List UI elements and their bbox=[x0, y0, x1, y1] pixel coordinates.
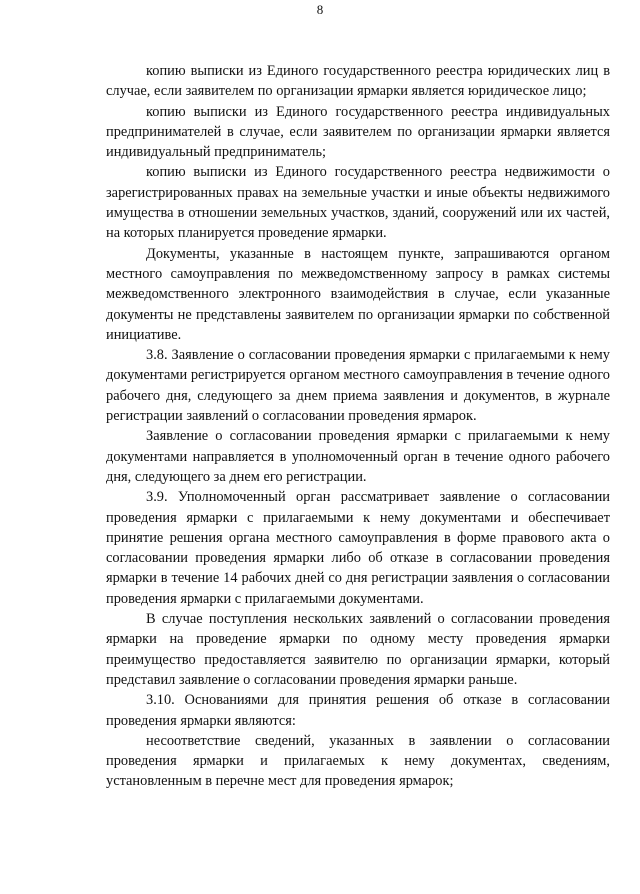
page-number: 8 bbox=[316, 2, 324, 17]
paragraph-3: копию выписки из Единого государственного реестра недвижимости о зарегистрированных правах на земельные участки и иные объекты недвижимого имущества в отношении земельных участков, зданий, сооружений или их частей, на которых планируется проведение ярмарки. bbox=[106, 164, 610, 242]
paragraph-1: копию выписки из Единого государственного реестра юридических лиц в случае, если заявителем по организации ярмарки является юридическое лицо; bbox=[106, 63, 610, 100]
paragraph-8: В случае поступления нескольких заявлений о согласовании проведения ярмарки на проведение ярмарки по одному месту проведения ярмарки преимущество предоставляется заявителю по организации ярмарки, который представил заявление о согласовании проведения ярмарки раньше. bbox=[106, 611, 610, 688]
paragraph-2: копию выписки из Единого государственного реестра индивидуальных предпринимателей в случае, если заявителем по организации ярмарки является индивидуальный предприниматель; bbox=[106, 103, 610, 161]
paragraph-5: 3.8. Заявление о согласовании проведения ярмарки с прилагаемыми к нему документами регистрируется органом местного самоуправления в течение одного рабочего дня, следующего за днем приема заявления и документов, в журнале регистрации заявлений о согласовании проведения ярмарок. bbox=[106, 347, 610, 425]
document-body bbox=[106, 61, 610, 792]
paragraph-4: Документы, указанные в настоящем пункте, запрашиваются органом местного самоуправления по межведомственному запросу в рамках системы межведомственного электронного взаимодействия в случае, если указанные документы не представлены заявителем по организации ярмарки по собственной инициативе. bbox=[106, 245, 610, 343]
paragraph-9: 3.10. Основаниями для принятия решения об отказе в согласовании проведения ярмарки являются: bbox=[106, 692, 610, 729]
paragraph-6: Заявление о согласовании проведения ярмарки с прилагаемыми к нему документами направляется в уполномоченный орган в течение одного рабочего дня, следующего за днем его регистрации. bbox=[106, 428, 610, 485]
paragraph-7: 3.9. Уполномоченный орган рассматривает заявление о согласовании проведения ярмарки с прилагаемыми к нему документами и обеспечивает принятие решения органа местного самоуправления в форме правового акта о согласовании проведения ярмарки либо об отказе в согласовании проведения ярмарки в течение 14 рабочих дней со дня регистрации заявления о согласовании проведения ярмарки с прилагаемыми документами. bbox=[106, 489, 610, 607]
paragraph-10: несоответствие сведений, указанных в заявлении о согласовании проведения ярмарки и прилагаемых к нему документах, сведениям, установленным в перечне мест для проведения ярмарок; bbox=[106, 732, 610, 790]
